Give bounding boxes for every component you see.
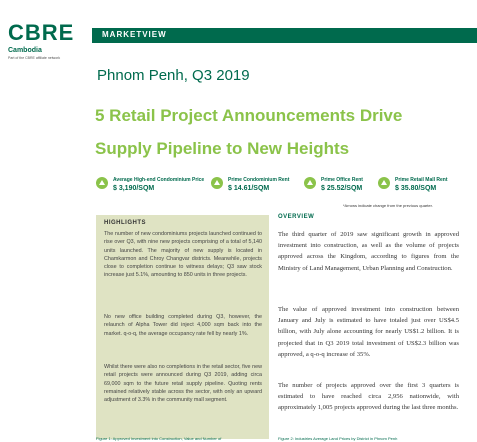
highlights-paragraph-2: No new office building completed during Q3, however, the relaunch of Alpha Tower did inject 4,000 sqm back into the market. q-o-q, the average occupancy rate fell by nearly 1%. [104,314,262,337]
headline-line-1: 5 Retail Project Announcements Drive [95,106,403,125]
overview-paragraph-1: The third quarter of 2019 saw significant growth in approved investment into construction, as well as the volume of projects approved across the Kingdom, according to figures from the Ministry of Land Management, Urban Planning and Construction. [278,231,459,272]
stat-label: Prime Condominium Rent [228,177,290,183]
arrows-footnote: *Arrows indicate change from the previous quarter. [343,203,433,208]
overview-paragraph-2: The value of approved investment into construction between January and July is estimated to have totaled just over US$4.5 billion, with July alone accounting for nearly US$1.2 billion. It is projected that in Q3 2019 total investment of US$2.3 billion was approved, a q-o-q increase of 35%. [278,306,459,358]
headline-line-2: Supply Pipeline to New Heights [95,139,350,158]
up-arrow-icon [378,177,390,189]
up-arrow-icon [304,177,316,189]
overview-title: OVERVIEW [278,214,315,220]
highlights-title: HIGHLIGHTS [104,220,146,226]
up-arrow-icon [211,177,223,189]
affiliate-note: Part of the CBRE affiliate network [8,56,61,60]
up-arrow-icon [96,177,108,189]
stat-label: Average High-end Condominium Price [113,177,205,183]
logo-subtitle: Cambodia [8,47,42,54]
highlights-paragraph-3: Whilst there were also no completions in the retail sector, five new retail projects were announced during Q3 2019, adding circa 69,000 sqm to the future retail supply pipeline. Quoting rents remained relatively stable across the sector, with only an upward adjustment of 3.3% in the community mall segment. [104,364,262,404]
headline [95,99,465,165]
stat-label: Prime Retail Mall Rent [395,177,448,183]
marketview-label: MARKETVIEW [102,30,167,39]
stat-value: $ 14.61/SQM [228,185,270,192]
overview-paragraph-3: The number of projects approved over the first 3 quarters is estimated to have reached circa 2,956 nationwide, with approximately 1,005 projects approved during the last three months. [278,382,459,412]
city-date: Phnom Penh, Q3 2019 [97,67,250,84]
highlights-paragraph-1: The number of new condominiums projects launched continued to rise over Q3, with nine new projects comprising of a total of 5,140 units launched. The majority of new supply is located in Chamkarmon and Chroy Changvar districts. Meanwhile, projects close to completion continue to witness delays; Q3 saw stock increase just 5.1%, amounting to 850 units in three projects. [104,231,262,279]
stat-value: $ 3,190/SQM [113,185,155,192]
stat-label: Prime Office Rent [321,177,363,183]
figure-1-caption: Figure 1: Approved Investment into Construction, Value and Number of [96,436,222,441]
stat-value: $ 25.52/SQM [321,185,363,192]
stat-value: $ 35.80/SQM [395,185,437,192]
cbre-logo: CBRE [8,20,75,45]
figure-2-caption: Figure 2: Industries Average Land Prices by District in Phnom Penh [278,436,398,441]
